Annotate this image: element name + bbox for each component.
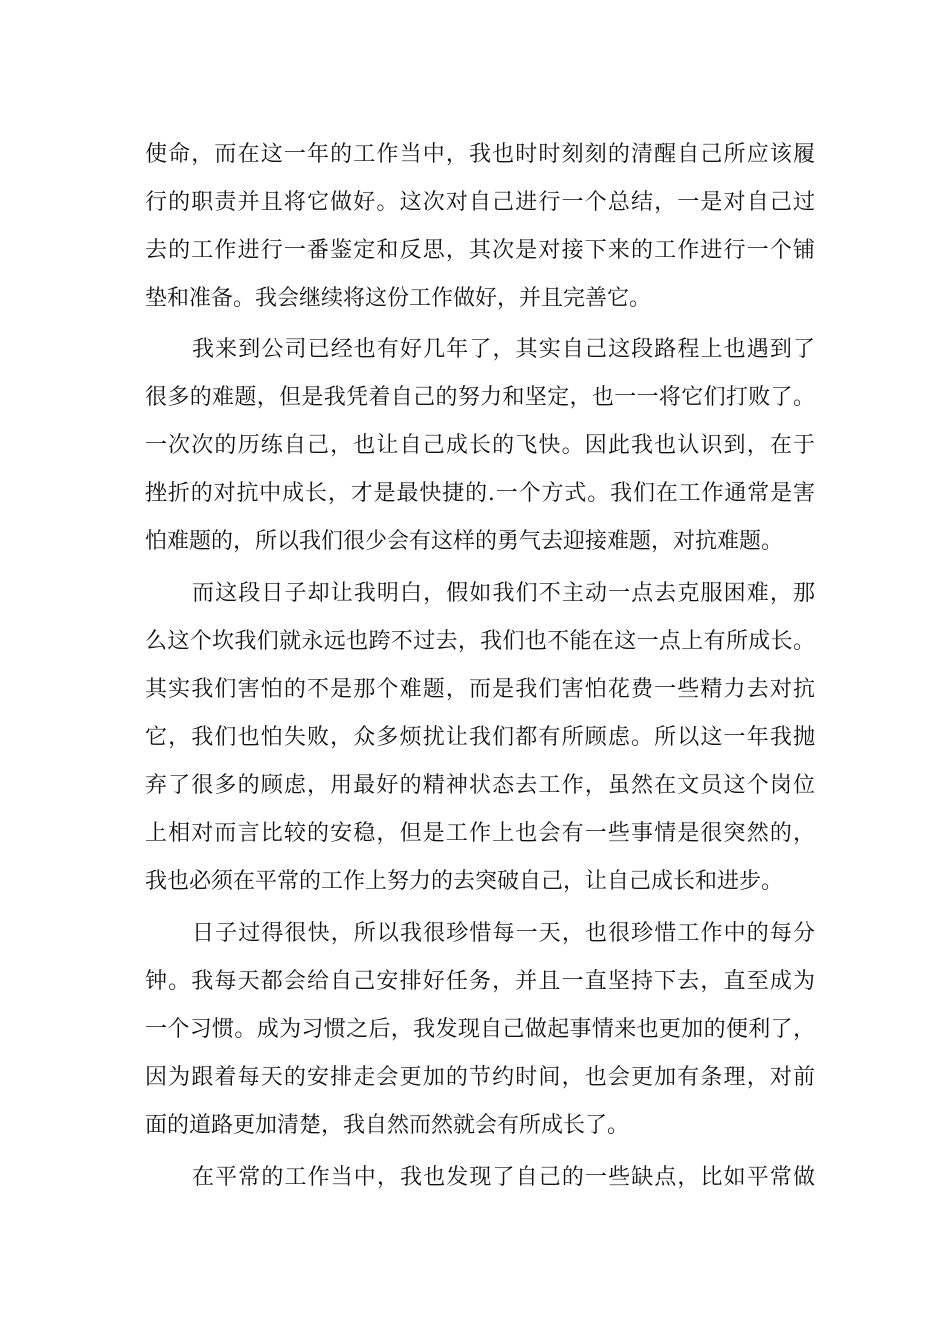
text-line: 行的职责并且将它做好。这次对自己进行一个总结，一是对自己过	[145, 190, 815, 215]
text-line: 它，我们也怕失败，众多烦扰让我们都有所顾虑。所以这一年我抛	[145, 725, 815, 750]
text-line: 一个习惯。成为习惯之后，我发现自己做起事情来也更加的便利了，	[145, 1017, 815, 1042]
text-line: 很多的难题，但是我凭着自己的努力和坚定，也一一将它们打败了。	[145, 385, 815, 410]
text-line: 使命，而在这一年的工作当中，我也时时刻刻的清醒自己所应该履	[145, 142, 815, 167]
text-line: 面的道路更加清楚，我自然而然就会有所成长了。	[145, 1113, 630, 1138]
paragraph-first-line: 我来到公司已经也有好几年了，其实自己这段路程上也遇到了	[192, 337, 815, 362]
text-line: 我也必须在平常的工作上努力的去突破自己，让自己成长和进步。	[145, 869, 784, 894]
paragraph-first-line: 日子过得很快，所以我很珍惜每一天，也很珍惜工作中的每分	[192, 921, 815, 946]
paragraph-first-line: 在平常的工作当中，我也发现了自己的一些缺点，比如平常做	[192, 1165, 815, 1190]
text-line: 怕难题的，所以我们很少会有这样的勇气去迎接难题，对抗难题。	[145, 529, 784, 554]
text-line: 一次次的历练自己，也让自己成长的飞快。因此我也认识到，在于	[145, 433, 815, 458]
text-line: 么这个坎我们就永远也跨不过去，我们也不能在这一点上有所成长。	[145, 629, 815, 654]
text-line: 垫和准备。我会继续将这份工作做好，并且完善它。	[145, 286, 652, 311]
text-line: 去的工作进行一番鉴定和反思，其次是对接下来的工作进行一个铺	[145, 238, 815, 263]
text-line: 钟。我每天都会给自己安排好任务，并且一直坚持下去，直至成为	[145, 969, 815, 994]
text-line: 上相对而言比较的安稳，但是工作上也会有一些事情是很突然的，	[145, 821, 815, 846]
paragraph-first-line: 而这段日子却让我明白，假如我们不主动一点去克服困难，那	[192, 581, 815, 606]
text-line: 挫折的对抗中成长，才是最快捷的.一个方式。我们在工作通常是害	[145, 481, 815, 506]
text-line: 因为跟着每天的安排走会更加的节约时间，也会更加有条理，对前	[145, 1065, 815, 1090]
text-line: 弃了很多的顾虑，用最好的精神状态去工作，虽然在文员这个岗位	[145, 773, 815, 798]
text-line: 其实我们害怕的不是那个难题，而是我们害怕花费一些精力去对抗	[145, 677, 815, 702]
